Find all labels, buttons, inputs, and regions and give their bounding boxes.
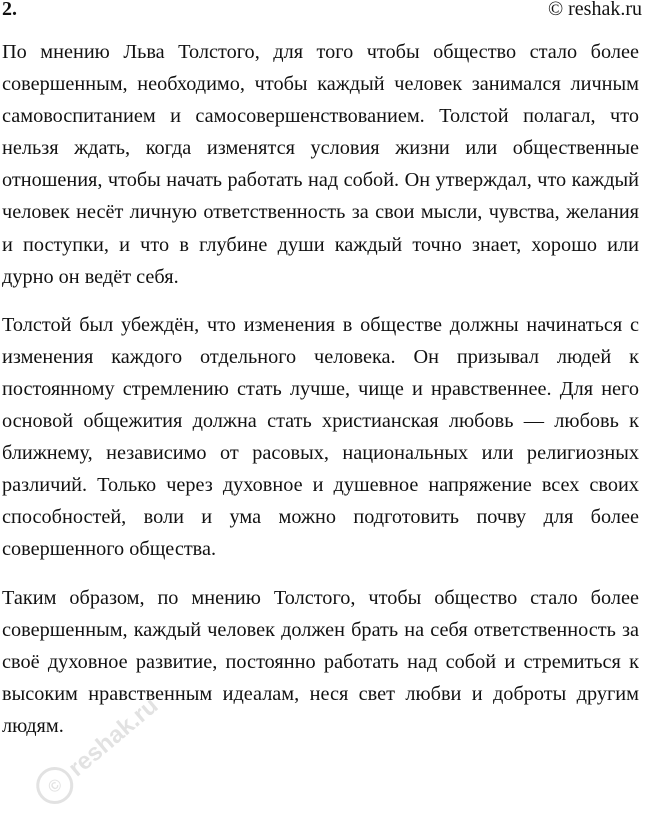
watermark-text: reshak.ru <box>63 691 164 783</box>
paragraph-2: Толстой был убеждён, что изменения в обществе должны начинаться с изменения каждого отдельного человека. Он призывал людей к постоянному стремлению стать лучше, чище и нравственнее. Для него основой общежития должна стать христианская любовь — любовь к ближнему, независимо от расовых, национальных или религиозных различий. Только через духовное и душевное напряжение всех своих способностей, воли и ума можно подготовить почву для более совершенного общества. <box>2 313 639 561</box>
paragraph-1: По мнению Льва Толстого, для того чтобы общество стало более совершенным, необходимо, чтобы каждый человек занимался личным самовоспитанием и самосовершенствованием. Толстой полагал, что нельзя ждать, когда изменятся условия жизни или общественные отношения, чтобы начать работать над собой. Он утверждал, что каждый человек несёт личную ответственность за свои мысли, чувства, желания и поступки, и что в глубине души каждый точно знает, хорошо или дурно он ведёт себя. <box>2 41 639 288</box>
svg-text:©: © <box>44 774 66 798</box>
page-header <box>0 0 646 24</box>
paragraph-3: Таким образом, по мнению Толстого, чтобы общество стало более совершенным, каждый человек должен брать на себя ответственность за своё духовное развитие, постоянно работать над собой и стремиться к высоким нравственным идеалам, неся свет любви и доброты другим людям. <box>2 586 639 737</box>
task-number: 2. <box>2 0 17 20</box>
answer-text <box>2 36 639 758</box>
copyright-notice: © reshak.ru <box>547 0 642 20</box>
